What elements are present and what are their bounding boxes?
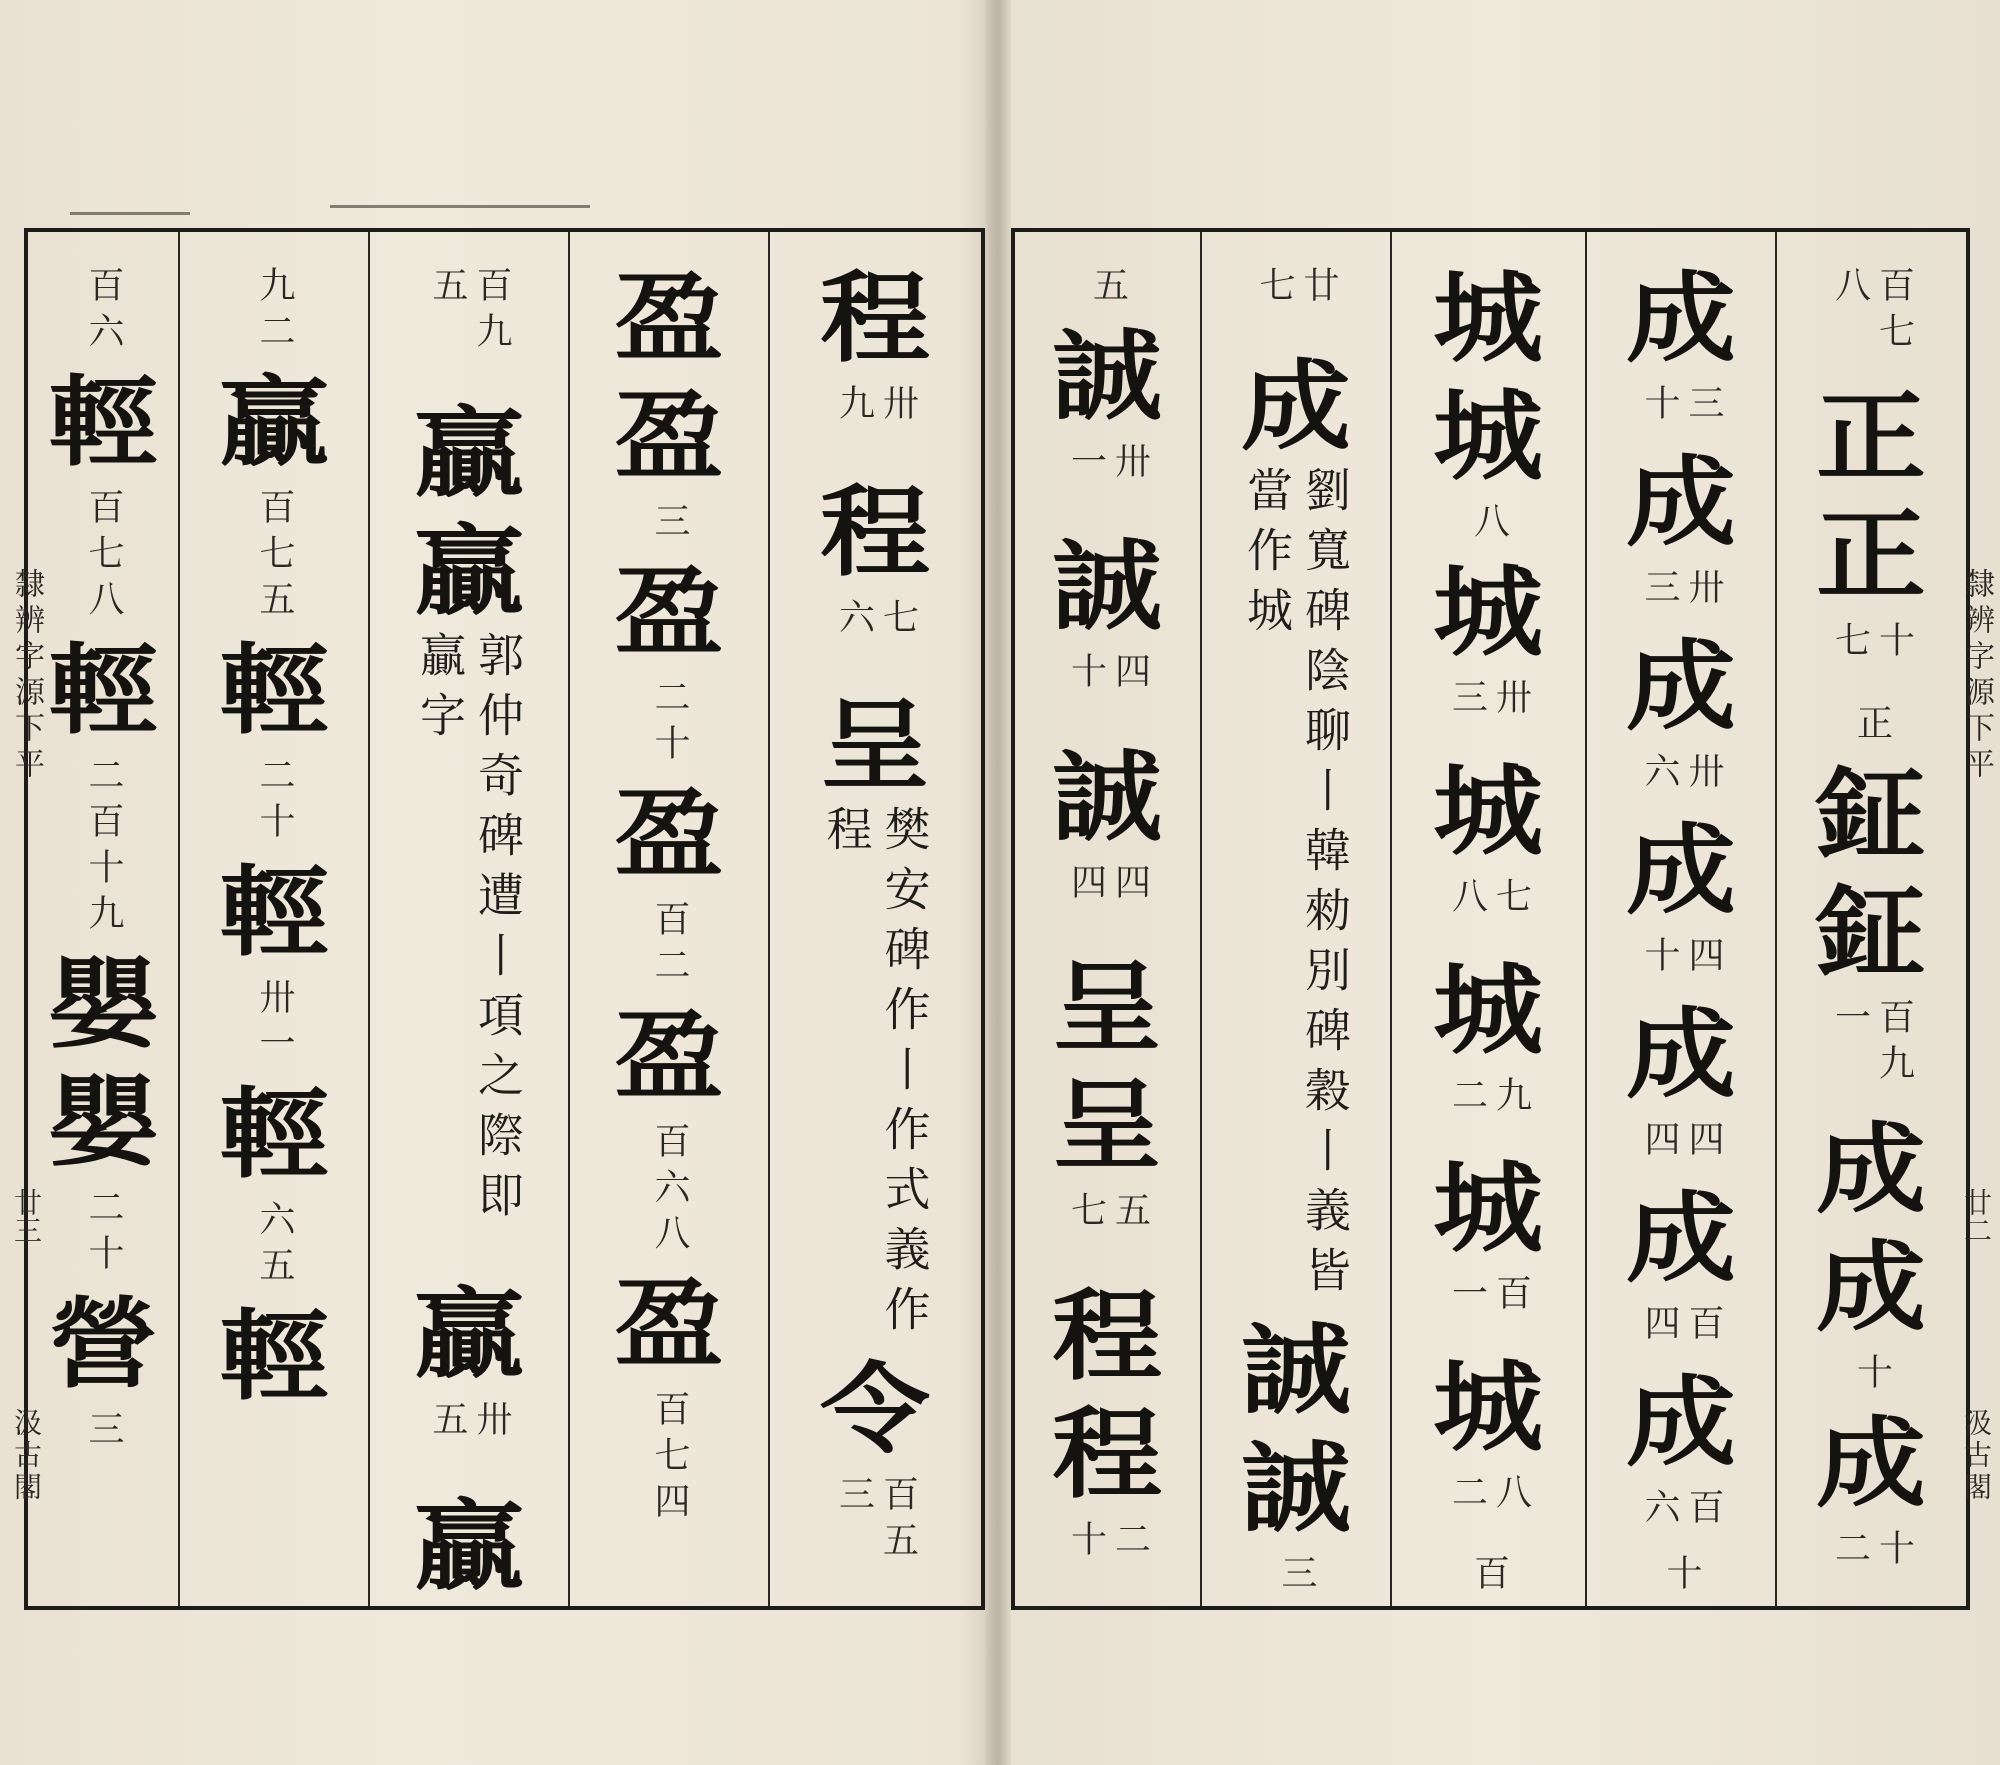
glyph: 盈 — [614, 379, 724, 494]
col-note: 卅一 — [254, 978, 295, 1070]
glyph: 誠 — [1052, 529, 1163, 645]
glyph: 輕 — [48, 365, 158, 480]
col-note: 百七八 — [83, 488, 124, 626]
left-col-5 — [768, 232, 981, 1606]
glyph: 盈 — [614, 999, 724, 1114]
glyph: 輕 — [219, 633, 329, 748]
right-page-frame — [1011, 228, 1970, 1610]
glyph: 盈 — [614, 1267, 724, 1382]
margin-page-number: 廿二 — [1960, 1188, 1993, 1244]
glyph: 城 — [1433, 952, 1544, 1068]
col-note: 六五 — [254, 1200, 295, 1292]
glyph: 贏 — [414, 396, 524, 512]
glyph: 營 — [48, 1287, 158, 1402]
glyph: 輕 — [219, 855, 329, 970]
glyph: 城 — [1433, 379, 1544, 494]
left-margin-strip — [0, 228, 44, 1610]
col-note: 卅三 — [1446, 678, 1532, 724]
commentary-text: 劉寬碑陰聊丨韓勑別碑穀丨義皆當作城 — [1240, 466, 1352, 1307]
glyph: 盈 — [614, 261, 724, 376]
col-note: 十二 — [1829, 1528, 1915, 1575]
glyph: 贏 — [414, 514, 524, 630]
col-note: 三 — [1276, 1554, 1317, 1600]
left-col-2 — [178, 232, 368, 1606]
glyph: 盈 — [614, 777, 724, 892]
col-note: 廿七 — [1254, 266, 1339, 312]
glyph: 鉦 — [1816, 757, 1927, 872]
col-note: 卅五 — [427, 1399, 512, 1446]
glyph: 贏 — [414, 1276, 524, 1392]
glyph: 令 — [820, 1351, 931, 1467]
col-note: 四十 — [1065, 652, 1151, 699]
glyph: 城 — [1433, 753, 1544, 869]
glyph: 成 — [1626, 445, 1736, 560]
glyph: 呈 — [820, 688, 931, 804]
col-note: 卅三 — [1639, 568, 1724, 614]
col-note: 九二 — [254, 266, 295, 358]
col-note: 二十 — [649, 678, 690, 770]
col-note: 二百十九 — [83, 756, 124, 940]
glyph: 輕 — [48, 633, 158, 748]
col-note: 七六 — [833, 597, 919, 644]
glyph: 程 — [820, 474, 931, 590]
margin-publisher: 汲古閣 — [1960, 1408, 1993, 1504]
glyph: 成 — [1626, 629, 1736, 744]
margin-title: 隸辨字源下平 — [9, 568, 44, 784]
col-note: 百六 — [1639, 1488, 1724, 1534]
glyph: 成 — [1626, 1365, 1736, 1480]
glyph: 程 — [1052, 1278, 1163, 1394]
col-note: 正 — [1851, 704, 1893, 750]
glyph: 正 — [1816, 379, 1927, 495]
col-note: 卅六 — [1639, 752, 1724, 798]
right-col-4 — [1585, 232, 1775, 1606]
col-note: 百七四 — [649, 1390, 690, 1528]
left-col-3 — [368, 232, 568, 1606]
commentary-text: 郭仲奇碑遭丨項之際即贏字 — [413, 631, 525, 1232]
col-note: 百九一 — [1829, 998, 1915, 1090]
glyph: 成 — [1816, 1405, 1927, 1521]
col-note: 十 — [1661, 1554, 1702, 1600]
col-note: 四四 — [1639, 1120, 1724, 1166]
ink-mark — [70, 212, 190, 215]
col-note: 四十 — [1639, 936, 1724, 982]
col-note: 百七五 — [254, 488, 295, 626]
glyph: 成 — [1626, 997, 1736, 1112]
col-note: 百一 — [1446, 1274, 1532, 1321]
commentary-text: 樊安碑作丨作式義作程 — [819, 805, 932, 1346]
glyph: 成 — [1241, 349, 1351, 465]
col-note: 百五三 — [833, 1474, 919, 1567]
glyph: 嬰 — [48, 1065, 158, 1180]
glyph: 成 — [1816, 1229, 1927, 1345]
col-note: 三十 — [1639, 384, 1724, 430]
col-note: 五 — [1087, 266, 1129, 312]
glyph: 鉦 — [1816, 875, 1927, 990]
col-note: 百 — [1468, 1553, 1510, 1600]
col-note: 百六八 — [649, 1122, 690, 1260]
glyph: 程 — [1052, 1396, 1163, 1512]
left-page-frame — [24, 228, 985, 1610]
col-note: 十七 — [1829, 620, 1915, 667]
glyph: 城 — [1433, 261, 1544, 376]
col-note: 八二 — [1446, 1473, 1532, 1520]
glyph: 嬰 — [48, 947, 158, 1062]
glyph: 成 — [1626, 813, 1736, 928]
glyph: 盈 — [614, 555, 724, 670]
glyph: 城 — [1433, 1350, 1544, 1466]
col-note: 四四 — [1065, 862, 1151, 909]
col-note: 十 — [1851, 1352, 1893, 1399]
margin-publisher: 汲古閣 — [10, 1408, 43, 1504]
glyph: 正 — [1816, 497, 1927, 613]
book-gutter — [985, 0, 1011, 1765]
left-col-4 — [568, 232, 768, 1606]
glyph: 成 — [1626, 1181, 1736, 1296]
col-note: 二十 — [83, 1188, 124, 1280]
glyph: 輕 — [219, 1299, 329, 1414]
col-note: 百四 — [1639, 1304, 1724, 1350]
margin-title: 隸辨字源下平 — [1959, 568, 1994, 784]
glyph: 誠 — [1241, 1313, 1351, 1428]
col-note: 卅一 — [1065, 442, 1151, 488]
glyph: 呈 — [1052, 1068, 1163, 1184]
glyph: 誠 — [1052, 319, 1163, 434]
right-col-2 — [1200, 232, 1390, 1606]
glyph: 呈 — [1052, 950, 1163, 1066]
col-note: 二十 — [254, 756, 295, 848]
right-col-1 — [1015, 232, 1200, 1606]
col-note: 七八 — [1446, 876, 1532, 923]
glyph: 贏 — [219, 365, 329, 480]
glyph: 成 — [1816, 1111, 1927, 1227]
glyph: 城 — [1433, 1151, 1544, 1267]
glyph: 誠 — [1052, 739, 1163, 855]
right-col-3 — [1390, 232, 1585, 1606]
col-note: 三 — [649, 502, 690, 548]
ink-mark — [330, 205, 590, 208]
col-note: 三 — [83, 1410, 124, 1456]
glyph: 誠 — [1241, 1431, 1351, 1546]
glyph: 城 — [1433, 555, 1544, 670]
right-col-5 — [1775, 232, 1966, 1606]
col-note: 百二 — [649, 900, 690, 992]
glyph: 程 — [820, 261, 931, 376]
col-note: 二十 — [1065, 1519, 1151, 1566]
col-note: 八 — [1468, 502, 1510, 548]
margin-page-number: 廿三 — [10, 1188, 43, 1244]
col-note: 九二 — [1446, 1075, 1532, 1122]
glyph: 贏 — [414, 1488, 524, 1604]
glyph: 成 — [1626, 261, 1736, 376]
col-note: 百六 — [83, 266, 124, 358]
right-margin-strip — [1950, 228, 1994, 1610]
col-note: 五七 — [1065, 1191, 1151, 1238]
col-note: 百七八 — [1829, 266, 1915, 358]
glyph: 輕 — [219, 1077, 329, 1192]
left-col-1 — [28, 232, 178, 1606]
col-note: 百九五 — [427, 266, 512, 358]
col-note: 卅九 — [833, 384, 919, 430]
